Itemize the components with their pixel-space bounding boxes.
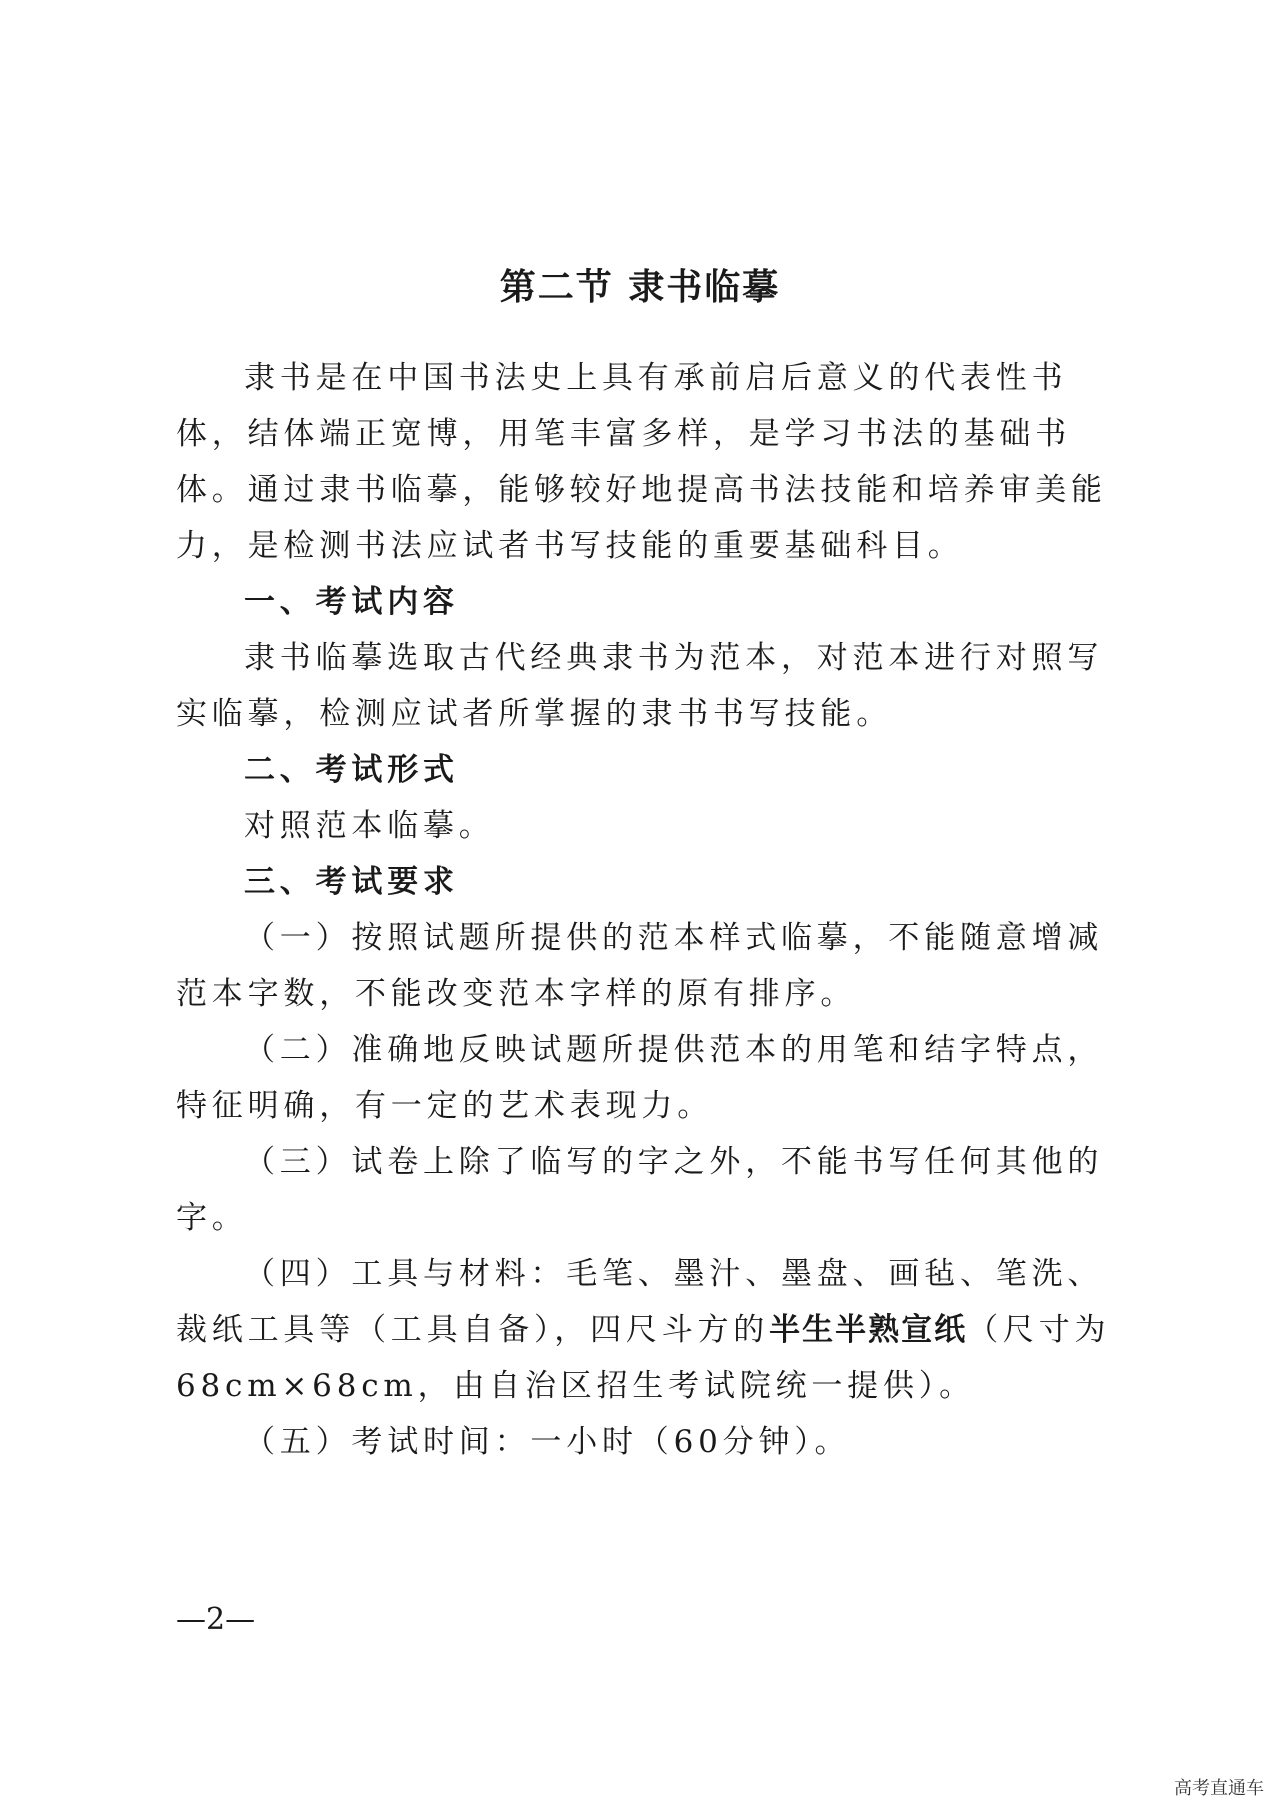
intro-paragraph: 隶书是在中国书法史上具有承前启后意义的代表性书体，结体端正宽博，用笔丰富多样，是学习书法的基础书体。通过隶书临摹，能够较好地提高书法技能和培养审美能力，是检测书法应试者书写技能的重要基础科目。	[176, 360, 1107, 564]
requirement-item-4	[176, 1246, 1116, 1414]
requirement-item-5: （五）考试时间：一小时（60分钟）。	[244, 1424, 851, 1460]
requirement-item-2: （二）准确地反映试题所提供范本的用笔和结字特点，特征明确，有一定的艺术表现力。	[176, 1032, 1104, 1124]
heading-exam-requirements: 三、考试要求	[244, 864, 459, 900]
requirement-item-4-bold: 半生半熟宣纸	[769, 1312, 968, 1348]
exam-content-paragraph: 隶书临摹选取古代经典隶书为范本，对范本进行对照写实临摹，检测应试者所掌握的隶书书写技能。	[176, 640, 1104, 732]
heading-exam-content: 一、考试内容	[244, 584, 459, 620]
document-body	[176, 350, 1116, 1470]
requirement-item-3: （三）试卷上除了临写的字之外，不能书写任何其他的字。	[176, 1144, 1104, 1236]
requirement-item-4-text: （四）工具与材料：毛笔、墨汁、墨盘、画毡、笔洗、裁纸工具等（工具自备），四尺斗方的	[176, 1256, 1104, 1348]
page-number: —2—	[176, 1602, 256, 1637]
watermark: 高考直通车	[1174, 1778, 1264, 1799]
section-title: 第二节 隶书临摹	[499, 267, 781, 308]
requirement-item-4-tail: （尺寸为68cm×68cm，由自治区招生考试院统一提供）。	[176, 1312, 1111, 1404]
exam-form-paragraph: 对照范本临摹。	[244, 808, 495, 844]
requirement-item-1: （一）按照试题所提供的范本样式临摹，不能随意增减范本字数，不能改变范本字样的原有排序。	[176, 920, 1104, 1012]
heading-exam-form: 二、考试形式	[244, 752, 459, 788]
